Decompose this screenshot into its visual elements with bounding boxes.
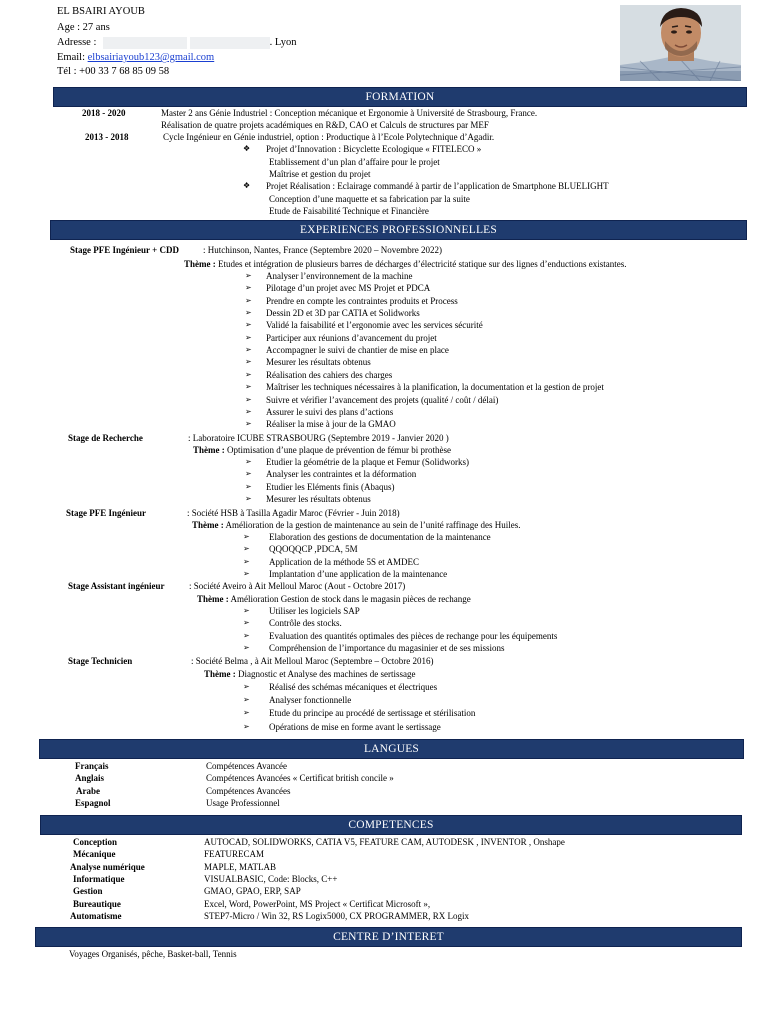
language-value: Compétences Avancées « Certificat british concile » bbox=[206, 773, 394, 784]
arrow-bullet-icon: ➢ bbox=[245, 320, 252, 330]
project-innovation-detail-1: Etablissement d’un plan d’affaire pour le projet bbox=[269, 157, 440, 167]
exp2-task-item: Etudier les Eléments finis (Abaqus) bbox=[266, 481, 395, 492]
exp4-theme: Thème : Amélioration Gestion de stock dans le magasin pièces de rechange bbox=[197, 594, 471, 604]
exp1-task-item: Accompagner le suivi de chantier de mise en place bbox=[266, 345, 449, 356]
exp1-task-item: Suivre et vérifier l’avancement des projets (qualité / coût / délai) bbox=[266, 394, 499, 405]
formation-engineer: Cycle Ingénieur en Génie industriel, option : Productique à l’Ecole Polytechnique d’Agadir. bbox=[163, 132, 495, 142]
phone: Tél : +00 33 7 68 85 09 58 bbox=[57, 66, 170, 77]
candidate-name: EL BSAIRI AYOUB bbox=[57, 6, 145, 17]
address-city: . Lyon bbox=[269, 37, 297, 48]
arrow-bullet-icon: ➢ bbox=[245, 308, 252, 318]
skill-value: FEATURECAM bbox=[204, 849, 265, 860]
arrow-bullet-icon: ➢ bbox=[245, 295, 252, 305]
exp1-task-item: Maîtriser les techniques nécessaires à la planification, la documentation et la gestion de projet bbox=[266, 382, 604, 393]
profile-photo bbox=[620, 5, 741, 81]
exp1-task-item: Dessin 2D et 3D par CATIA et Solidworks bbox=[266, 308, 420, 319]
skill-label: Automatisme bbox=[70, 910, 122, 921]
arrow-bullet-icon: ➢ bbox=[243, 708, 250, 718]
section-experiences: EXPERIENCES PROFESSIONNELLES bbox=[50, 220, 747, 240]
arrow-bullet-icon: ➢ bbox=[243, 630, 250, 640]
diamond-bullet-icon: ❖ bbox=[243, 181, 251, 190]
skill-value: Excel, Word, PowerPoint, MS Project « Certificat Microsoft », bbox=[204, 898, 431, 909]
exp1-task-item: Assurer le suivi des plans d’actions bbox=[266, 406, 394, 417]
skill-label: Mécanique bbox=[73, 849, 116, 860]
exp4-task-item: Evaluation des quantités optimales des pièces de rechange pour les équipements bbox=[269, 630, 558, 641]
arrow-bullet-icon: ➢ bbox=[245, 283, 252, 293]
exp2-theme: Thème : Optimisation d’une plaque de prévention de fémur bi prothèse bbox=[193, 445, 451, 455]
exp2-task-item: Analyser les contraintes et la déformation bbox=[266, 469, 417, 480]
exp2-task-item: Mesurer les résultats obtenus bbox=[266, 494, 371, 505]
exp1-task-item: Mesurer les résultats obtenus bbox=[266, 357, 371, 368]
exp5-theme: Thème : Diagnostic et Analyse des machines de sertissage bbox=[204, 669, 416, 679]
skill-value: STEP7-Micro / Win 32, RS Logix5000, CX PROGRAMMER, RX Logix bbox=[204, 910, 469, 921]
project-realisation-detail-1: Conception d’une maquette et sa fabrication par la suite bbox=[269, 194, 470, 204]
arrow-bullet-icon: ➢ bbox=[245, 419, 252, 429]
formation-years-2: 2013 - 2018 bbox=[85, 132, 129, 142]
exp1-company: : Hutchinson, Nantes, France (Septembre 2020 – Novembre 2022) bbox=[203, 245, 442, 255]
email-link[interactable]: elbsairiayoub123@gmail.com bbox=[87, 52, 215, 63]
language-value: Usage Professionnel bbox=[206, 797, 280, 808]
exp3-task-item: Elaboration des gestions de documentation de la maintenance bbox=[269, 532, 491, 542]
exp2-company: : Laboratoire ICUBE STRASBOURG (Septembre 2019 - Janvier 2020 ) bbox=[188, 433, 449, 443]
arrow-bullet-icon: ➢ bbox=[245, 271, 252, 280]
exp1-theme: Thème : Etudes et intégration de plusieurs barres de décharges d’électricité statique sur des lignes d’enductions existantes. bbox=[184, 259, 627, 269]
arrow-bullet-icon: ➢ bbox=[243, 544, 250, 554]
exp1-task-item: Analyser l’environnement de la machine bbox=[266, 271, 413, 281]
language-label: Français bbox=[75, 761, 109, 771]
project-realisation-title: Projet Réalisation : Eclairage commandé à partir de l’application de Smartphone BLUELIGHT bbox=[266, 181, 609, 191]
section-interets: CENTRE D’INTERET bbox=[35, 927, 742, 947]
section-competences: COMPETENCES bbox=[40, 815, 742, 835]
arrow-bullet-icon: ➢ bbox=[245, 382, 252, 392]
exp3-company: : Société HSB à Tasilla Agadir Maroc (Février - Juin 2018) bbox=[187, 508, 400, 518]
portrait-illustration bbox=[620, 5, 741, 81]
age: Age : 27 ans bbox=[57, 22, 110, 33]
exp3-task-item: Application de la méthode 5S et AMDEC bbox=[269, 556, 419, 567]
language-label: Espagnol bbox=[75, 797, 111, 808]
arrow-bullet-icon: ➢ bbox=[245, 494, 252, 504]
exp5-task-item: Réalisé des schémas mécaniques et électriques bbox=[269, 682, 438, 692]
skill-label: Analyse numérique bbox=[70, 861, 145, 872]
arrow-bullet-icon: ➢ bbox=[243, 606, 250, 615]
interests-text: Voyages Organisés, pêche, Basket-ball, Tennis bbox=[69, 949, 237, 959]
skill-value: MAPLE, MATLAB bbox=[204, 861, 277, 872]
formation-projects: Réalisation de quatre projets académiques en R&D, CAO et Calculs de structures par MEF bbox=[161, 120, 489, 130]
language-label: Arabe bbox=[76, 785, 100, 796]
exp4-task-item: Utiliser les logiciels SAP bbox=[269, 606, 360, 616]
exp2-label: Stage de Recherche bbox=[68, 433, 143, 443]
address-label: Adresse : bbox=[57, 37, 97, 48]
skill-value: AUTOCAD, SOLIDWORKS, CATIA V5, FEATURE CAM, AUTODESK , INVENTOR , Onshape bbox=[204, 837, 565, 847]
section-formation: FORMATION bbox=[53, 87, 747, 107]
exp4-label: Stage Assistant ingénieur bbox=[68, 581, 165, 591]
arrow-bullet-icon: ➢ bbox=[245, 357, 252, 367]
arrow-bullet-icon: ➢ bbox=[243, 618, 250, 628]
exp5-label: Stage Technicien bbox=[68, 656, 133, 666]
arrow-bullet-icon: ➢ bbox=[243, 695, 250, 705]
email-line bbox=[57, 51, 214, 65]
email-label: Email: bbox=[57, 52, 85, 63]
diamond-bullet-icon: ❖ bbox=[243, 144, 251, 153]
arrow-bullet-icon: ➢ bbox=[245, 406, 252, 416]
arrow-bullet-icon: ➢ bbox=[245, 457, 252, 466]
language-label: Anglais bbox=[75, 773, 105, 784]
redacted-address-part-1 bbox=[103, 37, 187, 49]
exp4-task-item: Compréhension de l’importance du magasinier et de ses missions bbox=[269, 642, 505, 653]
skill-label: Bureautique bbox=[73, 898, 121, 909]
exp4-task-item: Contrôle des stocks. bbox=[269, 618, 342, 629]
arrow-bullet-icon: ➢ bbox=[245, 332, 252, 342]
skill-label: Conception bbox=[73, 837, 118, 847]
arrow-bullet-icon: ➢ bbox=[245, 369, 252, 379]
skill-label: Informatique bbox=[73, 873, 125, 884]
exp1-task-item: Pilotage d’un projet avec MS Projet et PDCA bbox=[266, 283, 431, 294]
exp5-task-item: Opérations de mise en forme avant le sertissage bbox=[269, 721, 441, 732]
exp4-company: : Société Aveiro à Ait Melloul Maroc (Aout - Octobre 2017) bbox=[189, 581, 406, 591]
exp1-task-item: Réalisation des cahiers des charges bbox=[266, 369, 393, 380]
arrow-bullet-icon: ➢ bbox=[243, 556, 250, 566]
skill-label: Gestion bbox=[73, 886, 103, 897]
formation-years-1: 2018 - 2020 bbox=[82, 108, 126, 118]
language-value: Compétences Avancée bbox=[206, 761, 288, 771]
redacted-address-part-2 bbox=[190, 37, 270, 49]
skill-value: GMAO, GPAO, ERP, SAP bbox=[204, 886, 301, 897]
project-innovation-detail-2: Maîtrise et gestion du projet bbox=[269, 169, 371, 179]
exp3-task-item: QQOQQCP ,PDCA, 5M bbox=[269, 544, 358, 555]
project-innovation-title: Projet d’Innovation : Bicyclette Ecologique « FITELECO » bbox=[266, 144, 482, 154]
arrow-bullet-icon: ➢ bbox=[243, 568, 250, 578]
arrow-bullet-icon: ➢ bbox=[243, 642, 250, 652]
exp1-label: Stage PFE Ingénieur + CDD bbox=[70, 245, 179, 255]
arrow-bullet-icon: ➢ bbox=[245, 345, 252, 355]
arrow-bullet-icon: ➢ bbox=[243, 682, 250, 691]
exp2-task-item: Etudier la géométrie de la plaque et Femur (Solidworks) bbox=[266, 457, 469, 467]
exp3-task-item: Implantation d’une application de la maintenance bbox=[269, 568, 448, 579]
exp1-task-item: Prendre en compte les contraintes produits et Process bbox=[266, 295, 458, 306]
language-value: Compétences Avancées bbox=[206, 785, 291, 796]
arrow-bullet-icon: ➢ bbox=[245, 394, 252, 404]
exp3-label: Stage PFE Ingénieur bbox=[66, 508, 146, 518]
arrow-bullet-icon: ➢ bbox=[245, 481, 252, 491]
exp1-task-item: Validé la faisabilité et l’ergonomie avec les services sécurité bbox=[266, 320, 483, 331]
arrow-bullet-icon: ➢ bbox=[245, 469, 252, 479]
exp3-theme: Thème : Amélioration de la gestion de maintenance au sein de l’unité raffinage des Huiles. bbox=[192, 520, 521, 530]
exp1-task-item: Réaliser la mise à jour de la GMAO bbox=[266, 419, 396, 430]
section-langues: LANGUES bbox=[39, 739, 744, 759]
formation-master: Master 2 ans Génie Industriel : Conception mécanique et Ergonomie à Université de Strasbourg, France. bbox=[161, 108, 538, 118]
exp5-task-item: Etude du principe au procédé de sertissage et stérilisation bbox=[269, 708, 476, 719]
skill-value: VISUALBASIC, Code: Blocks, C++ bbox=[204, 873, 338, 884]
arrow-bullet-icon: ➢ bbox=[243, 721, 250, 731]
exp5-task-item: Analyser fonctionnelle bbox=[269, 695, 352, 706]
arrow-bullet-icon: ➢ bbox=[243, 532, 250, 541]
exp5-company: : Société Belma , à Ait Melloul Maroc (Septembre – Octobre 2016) bbox=[191, 656, 434, 666]
address-line bbox=[57, 36, 296, 50]
project-realisation-detail-2: Etude de Faisabilité Technique et Financière bbox=[269, 206, 429, 216]
exp1-task-item: Participer aux réunions d’avancement du projet bbox=[266, 332, 437, 343]
